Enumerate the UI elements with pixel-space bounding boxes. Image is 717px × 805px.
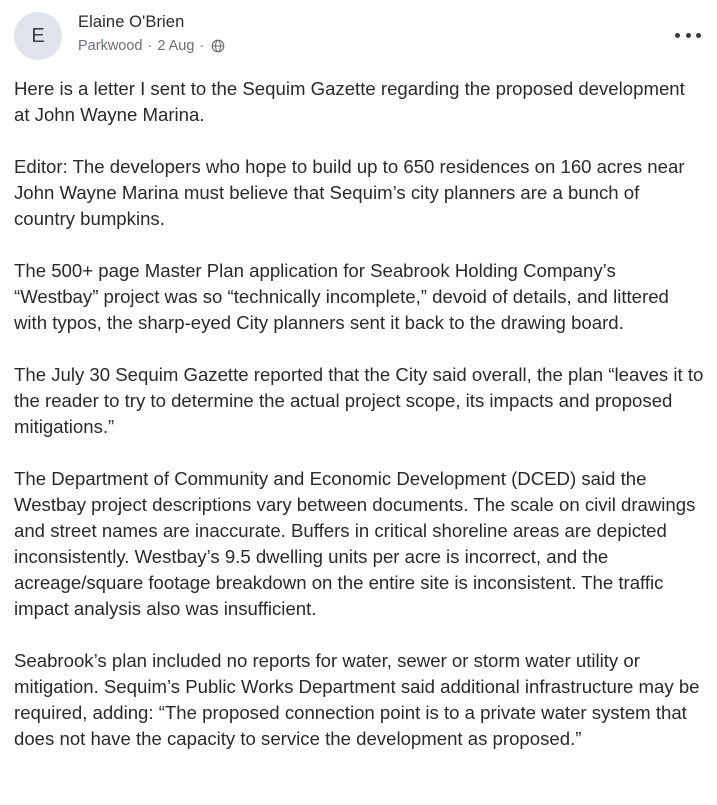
author-name[interactable]: Elaine O'Brien: [78, 13, 185, 31]
post-date[interactable]: 2 Aug: [157, 38, 195, 54]
post-paragraph: The 500+ page Master Plan application for Seabrook Holding Company’s “Westbay” project was so “technically incomplete,” devoid of details, and littered with typos, the sharp-eyed City planners sent it back to the drawing board.: [14, 260, 669, 333]
avatar[interactable]: [14, 12, 62, 60]
meta-separator: ·: [147, 38, 153, 54]
post-paragraph: Editor: The developers who hope to build up to 650 residences on 160 acres near John Wayne Marina must believe that Sequim’s city planners are a bunch of country bumpkins.: [14, 156, 685, 229]
post-paragraph: Seabrook’s plan included no reports for water, sewer or storm water utility or mitigation. Sequim’s Public Works Department said additional infrastructure may be required, adding: “The proposed connection point is to a private water system that does not have the capacity to service the development as proposed.”: [14, 650, 700, 749]
post-paragraph: The Department of Community and Economic Development (DCED) said the Westbay project descriptions vary between documents. The scale on civil drawings and street names are inaccurate. Buffers in critical shoreline areas are depicted inconsistently. Westbay’s 9.5 dwelling units per acre is incorrect, and the acreage/square footage breakdown on the entire site is inconsistent. The traffic impact analysis also was insufficient.: [14, 468, 696, 619]
more-options-icon[interactable]: [675, 24, 701, 46]
post-meta: [78, 38, 225, 54]
more-dot: [675, 33, 680, 38]
more-dot: [696, 33, 701, 38]
avatar-initial: E: [31, 24, 45, 47]
globe-icon: [211, 39, 225, 53]
post-body: [14, 76, 704, 778]
more-dot: [686, 33, 691, 38]
post-header: [14, 12, 703, 60]
author-location[interactable]: Parkwood: [78, 38, 143, 54]
post-paragraph: Here is a letter I sent to the Sequim Gazette regarding the proposed development at John Wayne Marina.: [14, 78, 685, 125]
meta-separator: ·: [199, 38, 205, 54]
post-paragraph: The July 30 Sequim Gazette reported that the City said overall, the plan “leaves it to the reader to try to determine the actual project scope, its impacts and proposed mitigations.”: [14, 364, 704, 437]
